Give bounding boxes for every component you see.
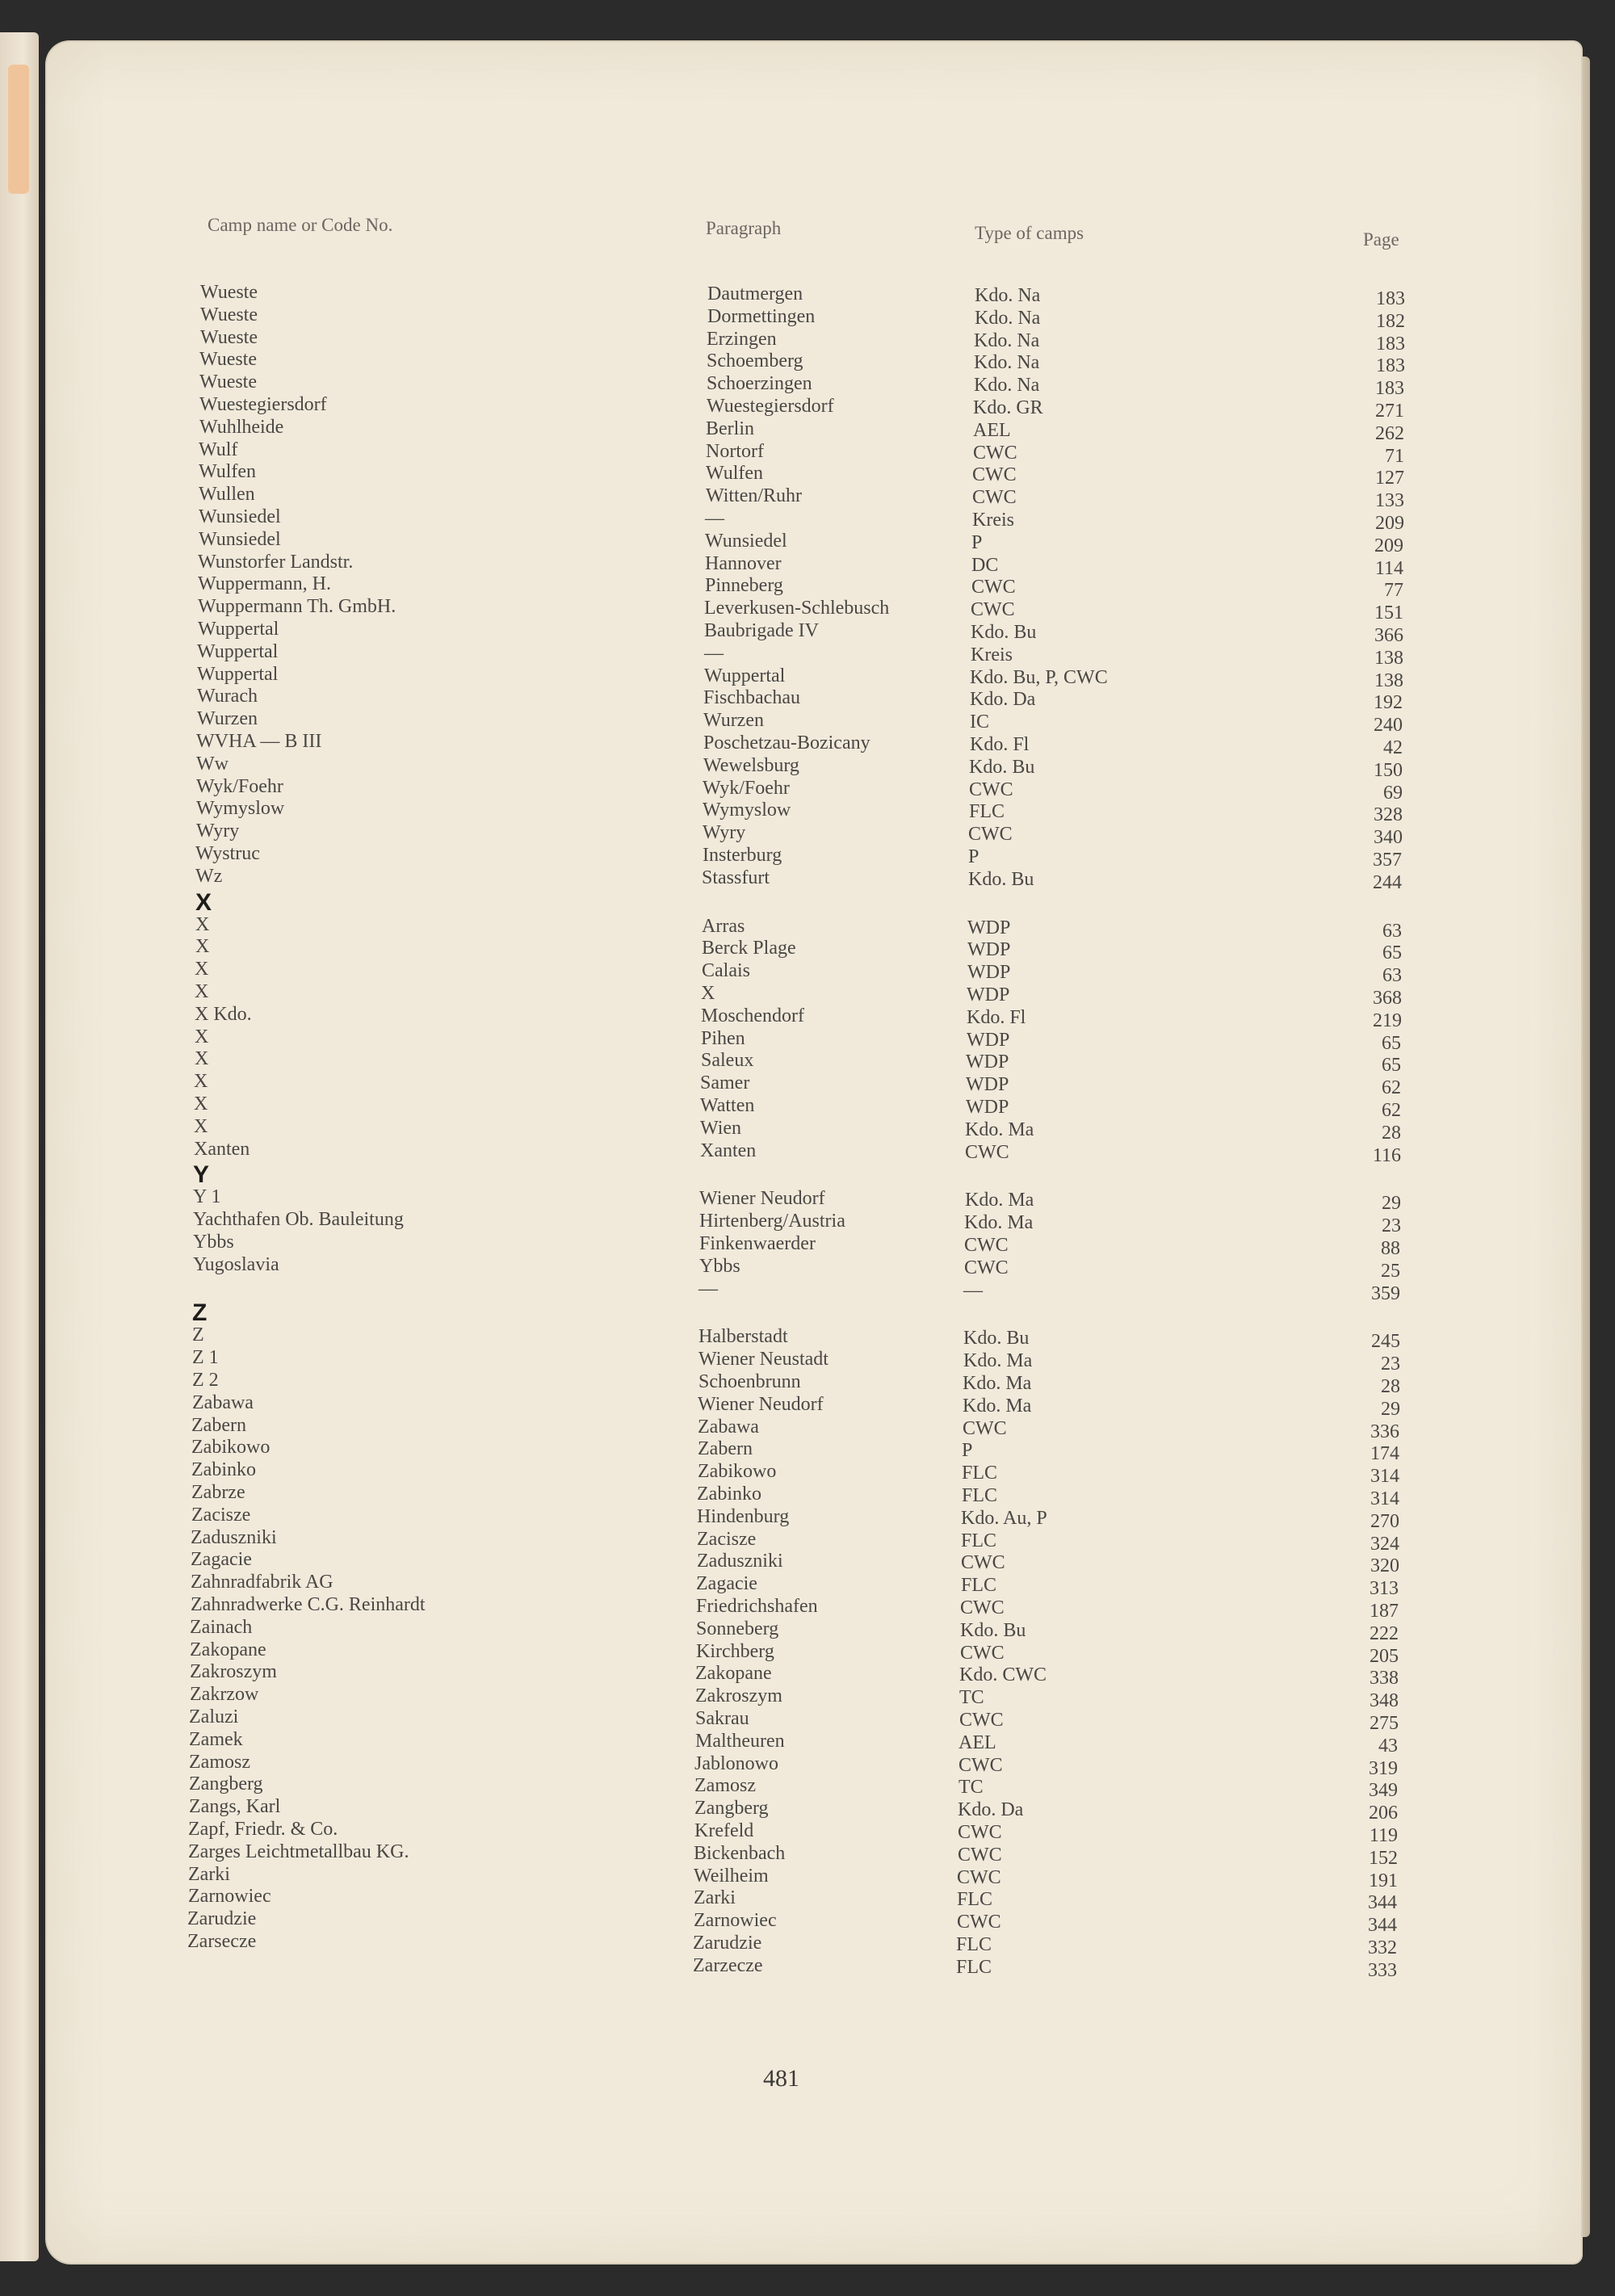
camp-type-cell: Kdo. Ma: [963, 1350, 1033, 1371]
camp-type-cell: CWC: [964, 1235, 1009, 1256]
camp-name-cell: Wyk/Foehr: [196, 776, 283, 797]
camp-name-cell: Zabrze: [191, 1482, 245, 1503]
camp-type-cell: FLC: [961, 1530, 997, 1551]
page-ref-cell: 338: [1370, 1668, 1399, 1689]
paragraph-cell: —: [705, 508, 724, 529]
camp-type-cell: FLC: [969, 801, 1005, 822]
paragraph-cell: Zabikowo: [698, 1461, 777, 1482]
camp-name-cell: Wueste: [200, 327, 258, 348]
paragraph-cell: Hindenburg: [697, 1506, 790, 1527]
page-ref-cell: 244: [1373, 872, 1402, 893]
camp-type-cell: FLC: [957, 1889, 993, 1910]
camp-type-cell: WDP: [966, 1051, 1009, 1072]
page-ref-cell: 23: [1382, 1215, 1401, 1236]
page-ref-cell: 320: [1370, 1555, 1399, 1576]
page-ref-cell: 240: [1374, 715, 1403, 736]
paragraph-cell: Wurzen: [703, 710, 764, 731]
camp-name-cell: Zamek: [189, 1729, 243, 1750]
camp-name-cell: Zarnowiec: [188, 1886, 271, 1907]
camp-name-cell: Wueste: [200, 282, 258, 303]
camp-type-cell: Kdo. Ma: [963, 1396, 1032, 1417]
camp-type-cell: Kdo. Fl: [967, 1007, 1026, 1028]
camp-type-cell: WDP: [967, 939, 1011, 960]
paragraph-cell: Wiener Neudorf: [699, 1188, 825, 1209]
page-ref-cell: 138: [1374, 670, 1403, 691]
paragraph-cell: Sonneberg: [696, 1618, 779, 1639]
camp-name-cell: Zapf, Friedr. & Co.: [188, 1819, 338, 1840]
page-ref-cell: 368: [1373, 988, 1402, 1009]
page-ref-cell: 209: [1374, 535, 1403, 556]
camp-name-cell: X: [195, 936, 210, 957]
camp-type-cell: CWC: [969, 779, 1013, 800]
paragraph-cell: Schoemberg: [707, 350, 803, 371]
paragraph-cell: Bickenbach: [694, 1843, 786, 1864]
page-ref-cell: 28: [1382, 1123, 1401, 1144]
paragraph-cell: Zaduszniki: [697, 1551, 783, 1572]
paragraph-cell: Wiener Neustadt: [698, 1349, 828, 1370]
page-ref-cell: 328: [1374, 804, 1403, 825]
page-ref-cell: 63: [1382, 921, 1402, 942]
camp-name-cell: Zarki: [188, 1864, 230, 1885]
camp-name-cell: Wurzen: [197, 708, 258, 729]
camp-name-cell: Wuhlheide: [199, 417, 284, 438]
camp-name-cell: Zangberg: [189, 1773, 263, 1794]
paragraph-cell: Zarzecze: [693, 1955, 763, 1976]
camp-name-cell: Ybbs: [193, 1232, 234, 1253]
page-ref-cell: 366: [1374, 625, 1403, 646]
camp-type-cell: —: [963, 1280, 983, 1301]
page-ref-cell: 62: [1382, 1077, 1401, 1098]
camp-type-cell: Kdo. Na: [974, 330, 1040, 351]
paragraph-cell: Wuppertal: [704, 665, 786, 686]
camp-type-cell: IC: [970, 711, 989, 732]
page-ref-cell: 192: [1374, 692, 1403, 713]
paragraph-cell: Schoerzingen: [707, 373, 812, 394]
page-ref-cell: 270: [1370, 1511, 1399, 1532]
camp-name-cell: Zarges Leichtmetallbau KG.: [188, 1841, 409, 1862]
camp-type-cell: Kdo. Bu: [969, 757, 1035, 778]
paragraph-cell: Wunsiedel: [705, 531, 787, 552]
camp-name-cell: Wurach: [197, 686, 258, 707]
page-ref-cell: 65: [1382, 1033, 1401, 1054]
paragraph-cell: Friedrichshafen: [696, 1596, 818, 1617]
camp-type-cell: Kdo. Bu: [963, 1328, 1030, 1349]
paragraph-cell: Insterburg: [703, 845, 782, 866]
camp-name-cell: Zaluzi: [189, 1706, 239, 1727]
page-ref-cell: 205: [1370, 1646, 1399, 1667]
paragraph-cell: Wuestegiersdorf: [707, 396, 834, 417]
camp-name-cell: Zahnradfabrik AG: [191, 1572, 333, 1593]
camp-name-cell: Wueste: [200, 304, 258, 325]
paragraph-cell: Berlin: [706, 418, 754, 439]
camp-type-cell: CWC: [965, 1142, 1009, 1163]
camp-name-cell: Wunsiedel: [199, 529, 281, 550]
camp-name-cell: WVHA — B III: [196, 731, 322, 752]
paragraph-cell: Pinneberg: [705, 575, 783, 596]
paragraph-cell: Dautmergen: [707, 283, 803, 304]
page-ref-cell: 359: [1371, 1283, 1400, 1304]
page-ref-cell: 183: [1376, 288, 1405, 309]
camp-name-cell: Wuppertal: [197, 664, 279, 685]
paragraph-cell: Hannover: [705, 553, 782, 574]
camp-type-cell: WDP: [966, 1074, 1009, 1095]
paragraph-cell: Samer: [700, 1072, 750, 1093]
paragraph-cell: Ybbs: [699, 1256, 740, 1277]
page-ref-cell: 119: [1369, 1825, 1398, 1846]
camp-type-cell: Kreis: [972, 510, 1014, 531]
camp-type-cell: CWC: [972, 487, 1017, 508]
paragraph-cell: Nortorf: [706, 441, 764, 462]
paragraph-cell: Halberstadt: [698, 1326, 788, 1347]
camp-type-cell: AEL: [973, 420, 1011, 441]
camp-type-cell: P: [962, 1440, 973, 1461]
page-ref-cell: 114: [1374, 558, 1403, 579]
camp-type-cell: FLC: [961, 1575, 997, 1596]
camp-type-cell: CWC: [963, 1418, 1007, 1439]
camp-type-cell: FLC: [962, 1463, 998, 1484]
camp-type-cell: DC: [971, 555, 999, 576]
page-ref-cell: 65: [1382, 942, 1402, 963]
camp-type-cell: P: [968, 846, 979, 867]
paragraph-cell: Dormettingen: [707, 306, 816, 327]
camp-name-cell: X: [195, 1026, 209, 1047]
camp-name-cell: Wymyslow: [196, 798, 285, 819]
page-ref-cell: 336: [1370, 1421, 1399, 1442]
camp-type-cell: FLC: [956, 1934, 992, 1955]
paragraph-cell: —: [698, 1278, 718, 1299]
camp-name-cell: Zabern: [191, 1415, 246, 1436]
camp-name-cell: Wuppertal: [198, 619, 279, 640]
page-ref-cell: 138: [1374, 648, 1403, 669]
page-ref-cell: 25: [1381, 1261, 1400, 1282]
camp-name-cell: Zagacie: [191, 1549, 252, 1570]
paragraph-cell: Poschetzau-Bozicany: [703, 732, 870, 753]
camp-type-cell: Kdo. Na: [974, 352, 1040, 373]
page-ref-cell: 150: [1374, 760, 1403, 781]
page-ref-cell: 182: [1376, 311, 1405, 332]
page-ref-cell: 344: [1368, 1915, 1397, 1936]
camp-type-cell: CWC: [959, 1710, 1004, 1731]
camp-type-cell: Kdo. Fl: [970, 734, 1030, 755]
page-ref-cell: 319: [1369, 1758, 1398, 1779]
camp-type-cell: WDP: [967, 962, 1011, 983]
paragraph-cell: Pihen: [701, 1028, 745, 1049]
camp-name-cell: Wunstorfer Landstr.: [198, 552, 354, 573]
camp-name-cell: Xanten: [194, 1139, 250, 1160]
section-letter: Z: [192, 1299, 208, 1326]
page-ref-cell: 71: [1385, 446, 1404, 467]
camp-type-cell: CWC: [968, 824, 1013, 845]
camp-type-cell: Kreis: [971, 644, 1013, 665]
camp-type-cell: Kdo. Bu: [971, 622, 1037, 643]
camp-name-cell: X: [195, 914, 210, 935]
paragraph-cell: Arras: [702, 916, 745, 937]
camp-type-cell: WDP: [966, 1097, 1009, 1118]
page-ref-cell: 65: [1382, 1055, 1401, 1076]
header-paragraph: Paragraph: [706, 218, 782, 238]
camp-name-cell: Z: [192, 1324, 204, 1345]
camp-type-cell: TC: [959, 1687, 984, 1708]
camp-type-cell: Kdo. GR: [973, 397, 1043, 418]
paragraph-cell: Zakopane: [695, 1663, 772, 1684]
camp-name-cell: Zakroszym: [190, 1661, 277, 1682]
page-number: 481: [763, 2065, 799, 2092]
camp-name-cell: Zabinko: [191, 1459, 256, 1480]
camp-name-cell: Wunsiedel: [199, 506, 281, 527]
page-ref-cell: 340: [1374, 827, 1403, 848]
camp-name-cell: Wystruc: [195, 843, 260, 864]
camp-type-cell: Kdo. Ma: [963, 1373, 1032, 1394]
paragraph-cell: Hirtenberg/Austria: [699, 1211, 845, 1232]
paragraph-cell: Zarnowiec: [694, 1910, 777, 1931]
section-letter: Y: [193, 1161, 210, 1188]
camp-name-cell: Z 2: [192, 1370, 219, 1391]
camp-type-cell: CWC: [960, 1597, 1005, 1618]
page-ref-cell: 29: [1382, 1193, 1401, 1214]
camp-type-cell: CWC: [958, 1845, 1002, 1866]
page-ref-cell: 219: [1373, 1010, 1402, 1031]
paragraph-cell: Erzingen: [707, 329, 777, 350]
camp-type-cell: Kdo. Bu: [960, 1620, 1026, 1641]
page-ref-cell: 206: [1369, 1803, 1398, 1824]
paragraph-cell: Zagacie: [696, 1573, 757, 1594]
camp-type-cell: CWC: [960, 1643, 1005, 1664]
page-ref-cell: 262: [1375, 423, 1404, 444]
page-ref-cell: 187: [1370, 1601, 1399, 1622]
camp-name-cell: X: [195, 1048, 209, 1069]
page-ref-cell: 183: [1376, 334, 1405, 355]
camp-name-cell: Y 1: [193, 1186, 221, 1207]
camp-name-cell: Wuppermann, H.: [198, 573, 331, 594]
camp-type-cell: CWC: [957, 1867, 1001, 1888]
camp-type-cell: Kdo. Ma: [965, 1119, 1034, 1140]
paragraph-cell: Calais: [702, 960, 750, 981]
camp-name-cell: Zacisze: [191, 1505, 251, 1526]
camp-type-cell: Kdo. Da: [958, 1799, 1024, 1820]
camp-name-cell: X: [195, 981, 209, 1002]
paragraph-cell: Leverkusen-Schlebusch: [704, 598, 890, 619]
page-ref-cell: 348: [1370, 1690, 1399, 1711]
paragraph-cell: Weilheim: [694, 1866, 769, 1887]
camp-name-cell: Wuppertal: [197, 641, 279, 662]
paragraph-cell: Wymyslow: [703, 800, 791, 821]
camp-name-cell: Zaduszniki: [191, 1527, 277, 1548]
camp-name-cell: Zabikowo: [191, 1437, 271, 1458]
camp-type-cell: Kdo. Au, P: [961, 1508, 1047, 1529]
paragraph-cell: Wien: [700, 1118, 742, 1139]
camp-type-cell: CWC: [971, 577, 1016, 598]
paragraph-cell: Fischbachau: [703, 687, 800, 708]
header-type-of-camps: Type of camps: [975, 223, 1084, 243]
camp-name-cell: X: [194, 1071, 208, 1092]
camp-name-cell: Wueste: [199, 371, 258, 392]
page-ref-cell: 314: [1370, 1488, 1399, 1509]
page-ref-cell: 333: [1368, 1960, 1397, 1981]
page-ref-cell: 152: [1369, 1848, 1398, 1869]
camp-name-cell: Zakrzow: [190, 1684, 259, 1705]
paragraph-cell: Jablonowo: [694, 1753, 778, 1774]
camp-name-cell: Wuppermann Th. GmbH.: [198, 596, 396, 617]
camp-type-cell: P: [971, 532, 983, 553]
paragraph-cell: Zabinko: [697, 1484, 761, 1505]
paragraph-cell: Zarki: [694, 1887, 736, 1908]
camp-name-cell: Yachthafen Ob. Bauleitung: [193, 1209, 404, 1230]
camp-name-cell: X: [194, 1116, 208, 1137]
page-ref-cell: 174: [1370, 1443, 1399, 1464]
camp-type-cell: CWC: [959, 1755, 1003, 1776]
paragraph-cell: Xanten: [700, 1140, 757, 1161]
camp-name-cell: Z 1: [192, 1347, 219, 1368]
page-ref-cell: 42: [1383, 737, 1403, 758]
paragraph-cell: Wulfen: [706, 463, 764, 484]
camp-type-cell: Kdo. Bu, P, CWC: [970, 667, 1108, 688]
page-ref-cell: 29: [1381, 1399, 1400, 1420]
camp-name-cell: Zarsecze: [187, 1931, 257, 1952]
camp-type-cell: WDP: [967, 917, 1011, 938]
page-ref-cell: 43: [1378, 1736, 1398, 1757]
camp-name-cell: Zakopane: [190, 1639, 266, 1660]
paragraph-cell: Zamosz: [694, 1775, 756, 1796]
camp-name-cell: Wulfen: [199, 461, 257, 482]
paragraph-cell: Zacisze: [697, 1529, 757, 1550]
paragraph-cell: Zangberg: [694, 1798, 769, 1819]
camp-name-cell: X: [195, 959, 209, 980]
camp-type-cell: FLC: [956, 1957, 992, 1978]
paragraph-cell: Zabern: [698, 1438, 753, 1459]
paragraph-cell: Maltheuren: [695, 1731, 785, 1752]
page-ref-cell: 222: [1370, 1623, 1399, 1644]
page-ref-cell: 344: [1368, 1892, 1397, 1913]
camp-type-cell: Kdo. Na: [974, 375, 1040, 396]
camp-name-cell: Wyry: [196, 821, 240, 842]
camp-type-cell: CWC: [972, 464, 1017, 485]
paragraph-cell: Schoenbrunn: [698, 1371, 801, 1392]
paragraph-cell: Zarudzie: [693, 1933, 762, 1954]
page-ref-cell: 245: [1371, 1331, 1400, 1352]
paragraph-cell: X: [701, 983, 715, 1004]
camp-name-cell: Zahnradwerke C.G. Reinhardt: [191, 1594, 426, 1615]
camp-name-cell: Zamosz: [189, 1752, 250, 1773]
page-ref-cell: 275: [1370, 1713, 1399, 1734]
camp-name-cell: Wuestegiersdorf: [199, 394, 327, 415]
paragraph-cell: Wewelsburg: [703, 755, 799, 776]
page-ref-cell: 23: [1381, 1354, 1400, 1375]
page-ref-cell: 88: [1381, 1238, 1400, 1259]
page-ref-cell: 332: [1368, 1937, 1397, 1958]
page-ref-cell: 28: [1381, 1376, 1400, 1397]
camp-type-cell: CWC: [964, 1257, 1009, 1278]
page-ref-cell: 271: [1375, 401, 1404, 422]
paragraph-cell: Moschendorf: [701, 1005, 804, 1026]
paragraph-cell: Sakrau: [695, 1708, 749, 1729]
camp-name-cell: Zabawa: [192, 1392, 254, 1413]
camp-type-cell: Kdo. Ma: [965, 1190, 1034, 1211]
camp-type-cell: Kdo. Da: [970, 689, 1036, 710]
camp-type-cell: Kdo. Ma: [964, 1212, 1034, 1233]
paragraph-cell: Witten/Ruhr: [706, 485, 803, 506]
camp-name-cell: Zarudzie: [187, 1908, 257, 1929]
page-ref-cell: 127: [1375, 468, 1404, 489]
page-ref-cell: 133: [1375, 490, 1404, 511]
paragraph-cell: Saleux: [701, 1050, 754, 1071]
camp-name-cell: Zangs, Karl: [189, 1796, 281, 1817]
paragraph-cell: Zabawa: [698, 1417, 759, 1438]
page-ref-cell: 69: [1383, 783, 1403, 804]
header-page: Page: [1363, 229, 1399, 250]
page-ref-cell: 183: [1375, 378, 1404, 399]
paragraph-cell: Berck Plage: [702, 938, 796, 959]
camp-type-cell: Kdo. Na: [975, 308, 1041, 329]
camp-type-cell: CWC: [971, 599, 1015, 620]
camp-type-cell: Kdo. CWC: [959, 1664, 1047, 1685]
camp-type-cell: CWC: [957, 1912, 1001, 1933]
page-ref-cell: 324: [1370, 1534, 1399, 1555]
page-ref-cell: 77: [1384, 580, 1403, 601]
camp-name-cell: Wullen: [199, 484, 255, 505]
page-ref-cell: 62: [1382, 1100, 1401, 1121]
paragraph-cell: Wyry: [703, 822, 746, 843]
page-ref-cell: 151: [1374, 602, 1403, 623]
camp-type-cell: FLC: [962, 1485, 998, 1506]
camp-type-cell: WDP: [967, 984, 1010, 1005]
page-ref-cell: 313: [1370, 1578, 1399, 1599]
camp-type-cell: AEL: [959, 1732, 996, 1753]
camp-type-cell: CWC: [958, 1822, 1002, 1843]
paragraph-cell: Kirchberg: [696, 1641, 774, 1662]
page-ref-cell: 191: [1369, 1870, 1398, 1891]
camp-name-cell: Zainach: [190, 1617, 253, 1638]
camp-name-cell: Ww: [196, 753, 229, 774]
page-ref-cell: 209: [1375, 513, 1404, 534]
camp-name-cell: X Kdo.: [195, 1004, 252, 1025]
camp-name-cell: Yugoslavia: [193, 1254, 279, 1275]
page-ref-cell: 116: [1372, 1145, 1401, 1166]
camp-type-cell: WDP: [967, 1030, 1010, 1051]
paragraph-cell: Zakroszym: [695, 1685, 782, 1706]
paragraph-cell: Finkenwaerder: [699, 1233, 816, 1254]
page-ref-cell: 349: [1369, 1780, 1398, 1801]
camp-name-cell: Wulf: [199, 439, 238, 460]
page-ref-cell: 357: [1373, 850, 1402, 871]
paragraph-cell: Baubrigade IV: [704, 620, 819, 641]
camp-type-cell: CWC: [973, 443, 1017, 464]
camp-type-cell: Kdo. Bu: [968, 869, 1034, 890]
page-ref-cell: 63: [1382, 965, 1402, 986]
page-ref-cell: 314: [1370, 1466, 1399, 1487]
paragraph-cell: Wyk/Foehr: [703, 778, 790, 799]
camp-type-cell: TC: [959, 1777, 984, 1798]
paragraph-cell: —: [704, 643, 724, 664]
camp-type-cell: Kdo. Na: [975, 285, 1041, 306]
camp-name-cell: Wueste: [199, 349, 258, 370]
header-camp-name: Camp name or Code No.: [208, 215, 393, 235]
paragraph-cell: Watten: [700, 1095, 755, 1116]
section-letter: X: [195, 889, 212, 916]
paragraph-cell: Wiener Neudorf: [698, 1394, 824, 1415]
page-ref-cell: 183: [1376, 355, 1405, 376]
camp-name-cell: X: [194, 1093, 208, 1114]
paragraph-cell: Krefeld: [694, 1820, 754, 1841]
camp-name-cell: Wz: [195, 866, 223, 887]
camp-type-cell: CWC: [961, 1552, 1005, 1573]
paragraph-cell: Stassfurt: [702, 867, 770, 888]
